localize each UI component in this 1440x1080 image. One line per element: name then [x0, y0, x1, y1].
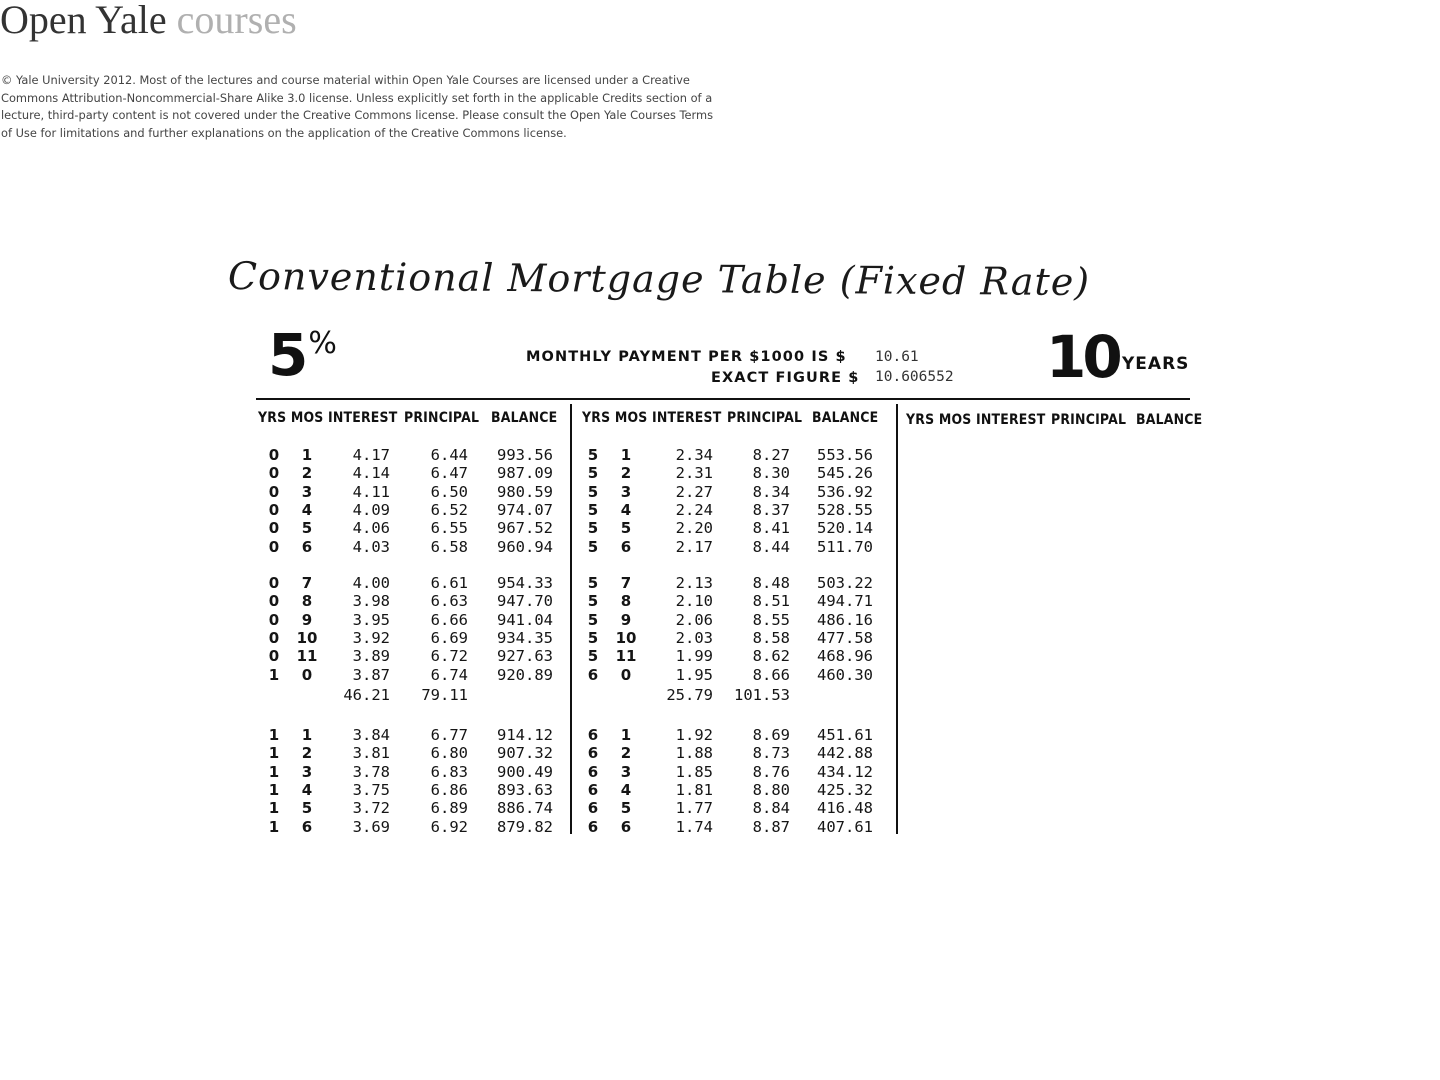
cell-yrs: 1: [268, 726, 280, 744]
cell-yrs: 1: [268, 780, 280, 799]
cell-balance: 434.12: [817, 762, 873, 781]
cell-principal: 6.63: [430, 592, 468, 611]
cell-yrs: 5: [587, 500, 599, 519]
cell-balance: 477.58: [817, 628, 873, 647]
cell-balance: 451.61: [817, 726, 873, 744]
cell-interest: 2.03: [675, 628, 713, 647]
cell-mos: 6: [301, 537, 313, 556]
cell-yrs: 1: [268, 744, 280, 763]
cell-yrs: 5: [587, 647, 599, 666]
cell-principal: 6.44: [430, 446, 468, 464]
cell-principal: 8.69: [752, 726, 790, 744]
cell-balance: 545.26: [817, 464, 873, 483]
cell-total-interest: 25.79: [666, 686, 713, 704]
header-rule: [256, 398, 1190, 400]
cell-yrs: 5: [587, 592, 599, 611]
header-balance-3: BALANCE: [1136, 410, 1203, 428]
cell-mos: 9: [620, 610, 632, 629]
cell-principal: 8.76: [752, 762, 790, 781]
cell-mos: 2: [620, 744, 632, 763]
cell-interest: 4.14: [352, 464, 390, 483]
cell-mos: 10: [296, 628, 318, 647]
cell-mos: 5: [620, 799, 632, 818]
cell-mos: 1: [301, 726, 313, 744]
cell-interest: 1.88: [675, 744, 713, 763]
rate-symbol: %: [308, 326, 335, 361]
cell-interest: 3.72: [352, 799, 390, 818]
cell-balance: 947.70: [497, 592, 553, 611]
cell-mos: 7: [301, 574, 313, 592]
cell-interest: 3.84: [352, 726, 390, 744]
cell-yrs: 5: [587, 574, 599, 592]
cell-balance: 993.56: [497, 446, 553, 464]
cell-interest: 4.09: [352, 500, 390, 519]
cell-balance: 425.32: [817, 780, 873, 799]
cell-yrs: 0: [268, 574, 280, 592]
cell-mos: 9: [301, 610, 313, 629]
handwritten-title: Conventional Mortgage Table (Fixed Rate): [227, 253, 1091, 305]
cell-principal: 8.37: [752, 500, 790, 519]
cell-principal: 6.80: [430, 744, 468, 763]
cell-balance: 442.88: [817, 744, 873, 763]
cell-balance: 494.71: [817, 592, 873, 611]
cell-interest: 4.03: [352, 537, 390, 556]
cell-mos: 6: [301, 817, 313, 836]
cell-balance: 914.12: [497, 726, 553, 744]
cell-mos: 6: [620, 537, 632, 556]
cell-balance: 927.63: [497, 647, 553, 666]
cell-interest: 1.99: [675, 647, 713, 666]
cell-interest: 3.81: [352, 744, 390, 763]
cell-balance: 407.61: [817, 817, 873, 836]
logo-secondary-text: courses: [176, 0, 297, 42]
cell-yrs: 6: [587, 726, 599, 744]
cell-yrs: 1: [268, 799, 280, 818]
header-interest-1: INTEREST: [328, 408, 398, 426]
monthly-payment-value: 10.61: [875, 349, 919, 365]
cell-principal: 8.84: [752, 799, 790, 818]
cell-yrs: 6: [587, 744, 599, 763]
cell-interest: 4.00: [352, 574, 390, 592]
header-principal-2: PRINCIPAL: [727, 408, 803, 426]
cell-mos: 11: [296, 647, 318, 666]
logo-primary-text: Open Yale: [0, 0, 167, 42]
cell-yrs: 5: [587, 537, 599, 556]
cell-mos: 3: [620, 762, 632, 781]
cell-yrs: 0: [268, 628, 280, 647]
cell-balance: 934.35: [497, 628, 553, 647]
cell-mos: 2: [301, 464, 313, 483]
cell-yrs: 5: [587, 519, 599, 538]
cell-balance: 980.59: [497, 482, 553, 501]
cell-mos: 4: [301, 780, 313, 799]
cell-balance: 460.30: [817, 665, 873, 684]
cell-balance: 486.16: [817, 610, 873, 629]
cell-balance: 954.33: [497, 574, 553, 592]
cell-mos: 1: [301, 446, 313, 464]
cell-mos: 1: [620, 726, 632, 744]
header-principal-1: PRINCIPAL: [404, 408, 480, 426]
cell-principal: 6.86: [430, 780, 468, 799]
cell-principal: 8.87: [752, 817, 790, 836]
cell-mos: 11: [615, 647, 637, 666]
cell-interest: 4.11: [352, 482, 390, 501]
cell-yrs: 6: [587, 817, 599, 836]
cell-yrs: 1: [268, 817, 280, 836]
cell-principal: 8.73: [752, 744, 790, 763]
cell-yrs: 5: [587, 446, 599, 464]
cell-yrs: 0: [268, 500, 280, 519]
cell-principal: 6.83: [430, 762, 468, 781]
cell-mos: 0: [301, 665, 313, 684]
cell-interest: 1.77: [675, 799, 713, 818]
cell-interest: 2.06: [675, 610, 713, 629]
exact-figure-value: 10.606552: [875, 369, 954, 385]
cell-interest: 4.06: [352, 519, 390, 538]
cell-balance: 520.14: [817, 519, 873, 538]
header-yrs-mos-2: YRS MOS: [582, 408, 648, 426]
cell-yrs: 0: [268, 482, 280, 501]
cell-principal: 6.74: [430, 665, 468, 684]
header-yrs-mos-1: YRS MOS: [258, 408, 324, 426]
cell-principal: 8.44: [752, 537, 790, 556]
cell-total-principal: 79.11: [421, 686, 468, 704]
cell-mos: 5: [620, 519, 632, 538]
cell-mos: 8: [301, 592, 313, 611]
cell-mos: 3: [620, 482, 632, 501]
cell-interest: 3.75: [352, 780, 390, 799]
cell-interest: 3.89: [352, 647, 390, 666]
cell-interest: 3.87: [352, 665, 390, 684]
cell-yrs: 5: [587, 628, 599, 647]
cell-mos: 3: [301, 482, 313, 501]
cell-balance: 886.74: [497, 799, 553, 818]
cell-principal: 6.50: [430, 482, 468, 501]
cell-yrs: 1: [268, 762, 280, 781]
cell-principal: 6.92: [430, 817, 468, 836]
cell-principal: 8.80: [752, 780, 790, 799]
cell-balance: 987.09: [497, 464, 553, 483]
cell-yrs: 0: [268, 610, 280, 629]
cell-principal: 6.89: [430, 799, 468, 818]
cell-principal: 8.62: [752, 647, 790, 666]
cell-principal: 6.47: [430, 464, 468, 483]
cell-principal: 8.58: [752, 628, 790, 647]
term-years-number: 10: [1046, 323, 1119, 391]
cell-principal: 8.51: [752, 592, 790, 611]
cell-balance: 907.32: [497, 744, 553, 763]
cell-balance: 900.49: [497, 762, 553, 781]
cell-mos: 8: [620, 592, 632, 611]
cell-principal: 6.66: [430, 610, 468, 629]
monthly-payment-label: MONTHLY PAYMENT PER $1000 IS $: [526, 349, 847, 365]
cell-balance: 511.70: [817, 537, 873, 556]
cell-yrs: 1: [268, 665, 280, 684]
cell-interest: 2.13: [675, 574, 713, 592]
cell-principal: 8.27: [752, 446, 790, 464]
cell-mos: 7: [620, 574, 632, 592]
cell-interest: 2.34: [675, 446, 713, 464]
cell-mos: 2: [620, 464, 632, 483]
cell-interest: 1.92: [675, 726, 713, 744]
cell-balance: 528.55: [817, 500, 873, 519]
cell-balance: 941.04: [497, 610, 553, 629]
cell-principal: 6.69: [430, 628, 468, 647]
cell-mos: 5: [301, 799, 313, 818]
cell-yrs: 6: [587, 665, 599, 684]
site-logo[interactable]: [0, 0, 297, 44]
cell-mos: 0: [620, 665, 632, 684]
cell-balance: 879.82: [497, 817, 553, 836]
cell-balance: 974.07: [497, 500, 553, 519]
cell-yrs: 0: [268, 592, 280, 611]
column-divider-2: [896, 404, 898, 834]
cell-interest: 2.17: [675, 537, 713, 556]
cell-total-principal: 101.53: [734, 686, 790, 704]
cell-yrs: 5: [587, 482, 599, 501]
cell-principal: 8.55: [752, 610, 790, 629]
header-interest-3: INTEREST: [976, 410, 1046, 428]
interest-rate: [268, 320, 335, 401]
cell-mos: 4: [620, 780, 632, 799]
cell-principal: 6.61: [430, 574, 468, 592]
cell-balance: 468.96: [817, 647, 873, 666]
cell-balance: 503.22: [817, 574, 873, 592]
header-principal-3: PRINCIPAL: [1051, 410, 1127, 428]
cell-principal: 6.77: [430, 726, 468, 744]
term-years-label: YEARS: [1122, 354, 1190, 374]
cell-total-interest: 46.21: [343, 686, 390, 704]
cell-principal: 8.34: [752, 482, 790, 501]
header-yrs-mos-3: YRS MOS: [906, 410, 972, 428]
cell-principal: 8.66: [752, 665, 790, 684]
cell-yrs: 0: [268, 537, 280, 556]
cell-interest: 2.31: [675, 464, 713, 483]
cell-mos: 4: [301, 500, 313, 519]
cell-interest: 4.17: [352, 446, 390, 464]
cell-interest: 3.98: [352, 592, 390, 611]
cell-balance: 553.56: [817, 446, 873, 464]
cell-principal: 6.55: [430, 519, 468, 538]
cell-yrs: 6: [587, 799, 599, 818]
cell-mos: 10: [615, 628, 637, 647]
cell-interest: 3.92: [352, 628, 390, 647]
cell-balance: 416.48: [817, 799, 873, 818]
header-balance-1: BALANCE: [491, 408, 558, 426]
header-interest-2: INTEREST: [652, 408, 722, 426]
cell-principal: 6.72: [430, 647, 468, 666]
cell-mos: 6: [620, 817, 632, 836]
exact-figure-label: EXACT FIGURE $: [711, 370, 860, 386]
cell-balance: 967.52: [497, 519, 553, 538]
cell-interest: 2.10: [675, 592, 713, 611]
cell-interest: 2.20: [675, 519, 713, 538]
cell-yrs: 0: [268, 446, 280, 464]
license-notice: © Yale University 2012. Most of the lectures and course material within Open Yale Courses are licensed under a Creative Commons Attribution-Noncommercial-Share Alike 3.0 license. Unless explicitly set forth in the applicable Credits section of a lecture, third-party content is not covered under the Creative Commons license. Please consult the Open Yale Courses Terms of Use for limitations and further explanations on the application of the Creative Commons license.: [1, 73, 714, 140]
cell-yrs: 0: [268, 647, 280, 666]
cell-principal: 8.30: [752, 464, 790, 483]
cell-balance: 536.92: [817, 482, 873, 501]
cell-yrs: 5: [587, 464, 599, 483]
cell-interest: 3.78: [352, 762, 390, 781]
cell-principal: 8.41: [752, 519, 790, 538]
cell-principal: 8.48: [752, 574, 790, 592]
cell-principal: 6.58: [430, 537, 468, 556]
cell-interest: 3.69: [352, 817, 390, 836]
header-balance-2: BALANCE: [812, 408, 879, 426]
cell-balance: 893.63: [497, 780, 553, 799]
cell-interest: 1.81: [675, 780, 713, 799]
cell-interest: 2.24: [675, 500, 713, 519]
cell-interest: 1.95: [675, 665, 713, 684]
cell-yrs: 6: [587, 780, 599, 799]
cell-mos: 3: [301, 762, 313, 781]
cell-mos: 1: [620, 446, 632, 464]
cell-balance: 960.94: [497, 537, 553, 556]
cell-interest: 1.74: [675, 817, 713, 836]
cell-mos: 5: [301, 519, 313, 538]
cell-principal: 6.52: [430, 500, 468, 519]
cell-balance: 920.89: [497, 665, 553, 684]
cell-mos: 2: [301, 744, 313, 763]
cell-mos: 4: [620, 500, 632, 519]
cell-yrs: 5: [587, 610, 599, 629]
cell-yrs: 0: [268, 464, 280, 483]
cell-interest: 1.85: [675, 762, 713, 781]
cell-interest: 3.95: [352, 610, 390, 629]
rate-value: 5: [268, 321, 307, 389]
column-divider-1: [570, 404, 572, 834]
cell-yrs: 0: [268, 519, 280, 538]
cell-yrs: 6: [587, 762, 599, 781]
cell-interest: 2.27: [675, 482, 713, 501]
